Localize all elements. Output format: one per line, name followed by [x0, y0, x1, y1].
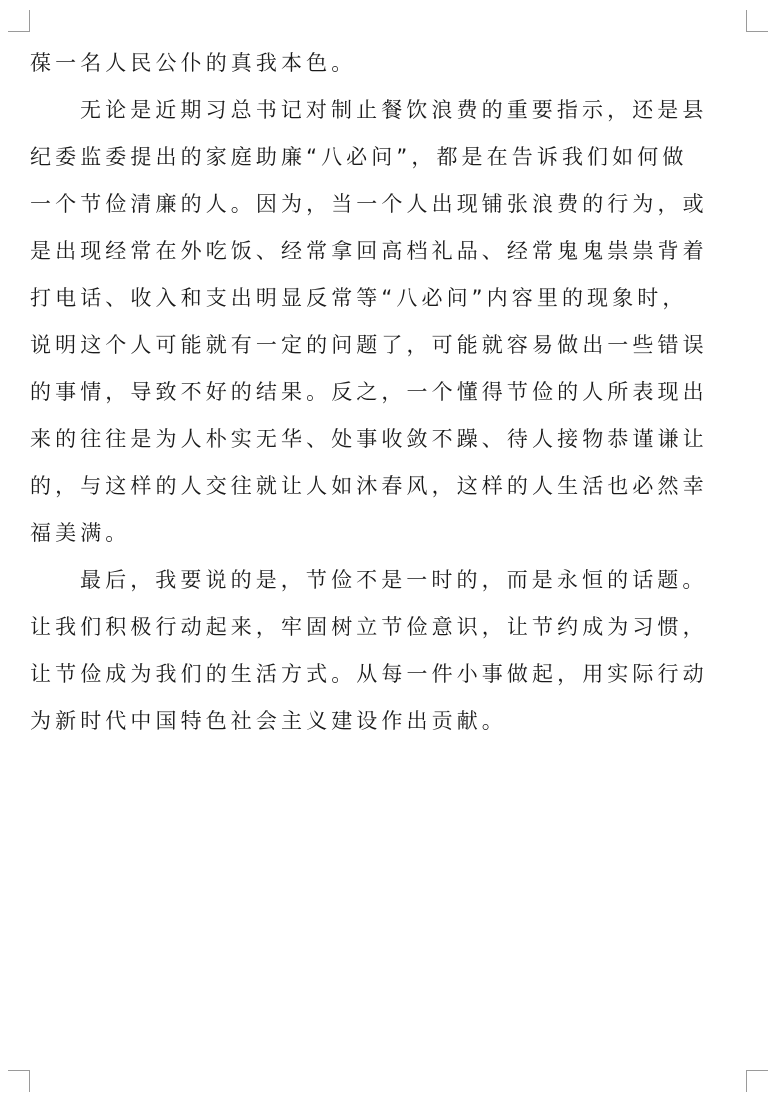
text-line: 无论是近期习总书记对制止餐饮浪费的重要指示，还是县	[80, 98, 708, 122]
text-line: 让节俭成为我们的生活方式。从每一件小事做起，用实际行动	[30, 662, 708, 686]
text-line: 最后，我要说的是，节俭不是一时的，而是永恒的话题。	[80, 568, 708, 592]
text-line: 为新时代中国特色社会主义建设作出贡献。	[30, 709, 507, 733]
text-line: 来的往往是为人朴实无华、处事收敛不躁、待人接物恭谨谦让	[30, 427, 708, 451]
text-line: 一个节俭清廉的人。因为，当一个人出现铺张浪费的行为，或	[30, 192, 708, 216]
text-line: 打电话、收入和支出明显反常等“八必问”内容里的现象时，	[30, 286, 688, 310]
text-line: 葆一名人民公仆的真我本色。	[30, 51, 357, 75]
margin-corner-mark-bottom-right	[746, 1070, 768, 1092]
document-body[interactable]	[30, 40, 748, 745]
text-line: 说明这个人可能就有一定的问题了，可能就容易做出一些错误	[30, 333, 708, 357]
paragraph	[30, 87, 748, 557]
margin-corner-mark-top-left	[8, 10, 30, 32]
margin-corner-mark-bottom-left	[8, 1070, 30, 1092]
text-line: 是出现经常在外吃饭、经常拿回高档礼品、经常鬼鬼祟祟背着	[30, 239, 708, 263]
text-line: 的，与这样的人交往就让人如沐春风，这样的人生活也必然幸	[30, 474, 708, 498]
margin-corner-mark-top-right	[746, 10, 768, 32]
text-line: 的事情，导致不好的结果。反之，一个懂得节俭的人所表现出	[30, 380, 708, 404]
paragraph	[30, 557, 748, 745]
paragraph	[30, 40, 748, 87]
text-line: 福美满。	[30, 521, 131, 545]
text-line: 纪委监委提出的家庭助廉“八必问”，都是在告诉我们如何做	[30, 145, 688, 169]
text-line: 让我们积极行动起来，牢固树立节俭意识，让节约成为习惯，	[30, 615, 708, 639]
